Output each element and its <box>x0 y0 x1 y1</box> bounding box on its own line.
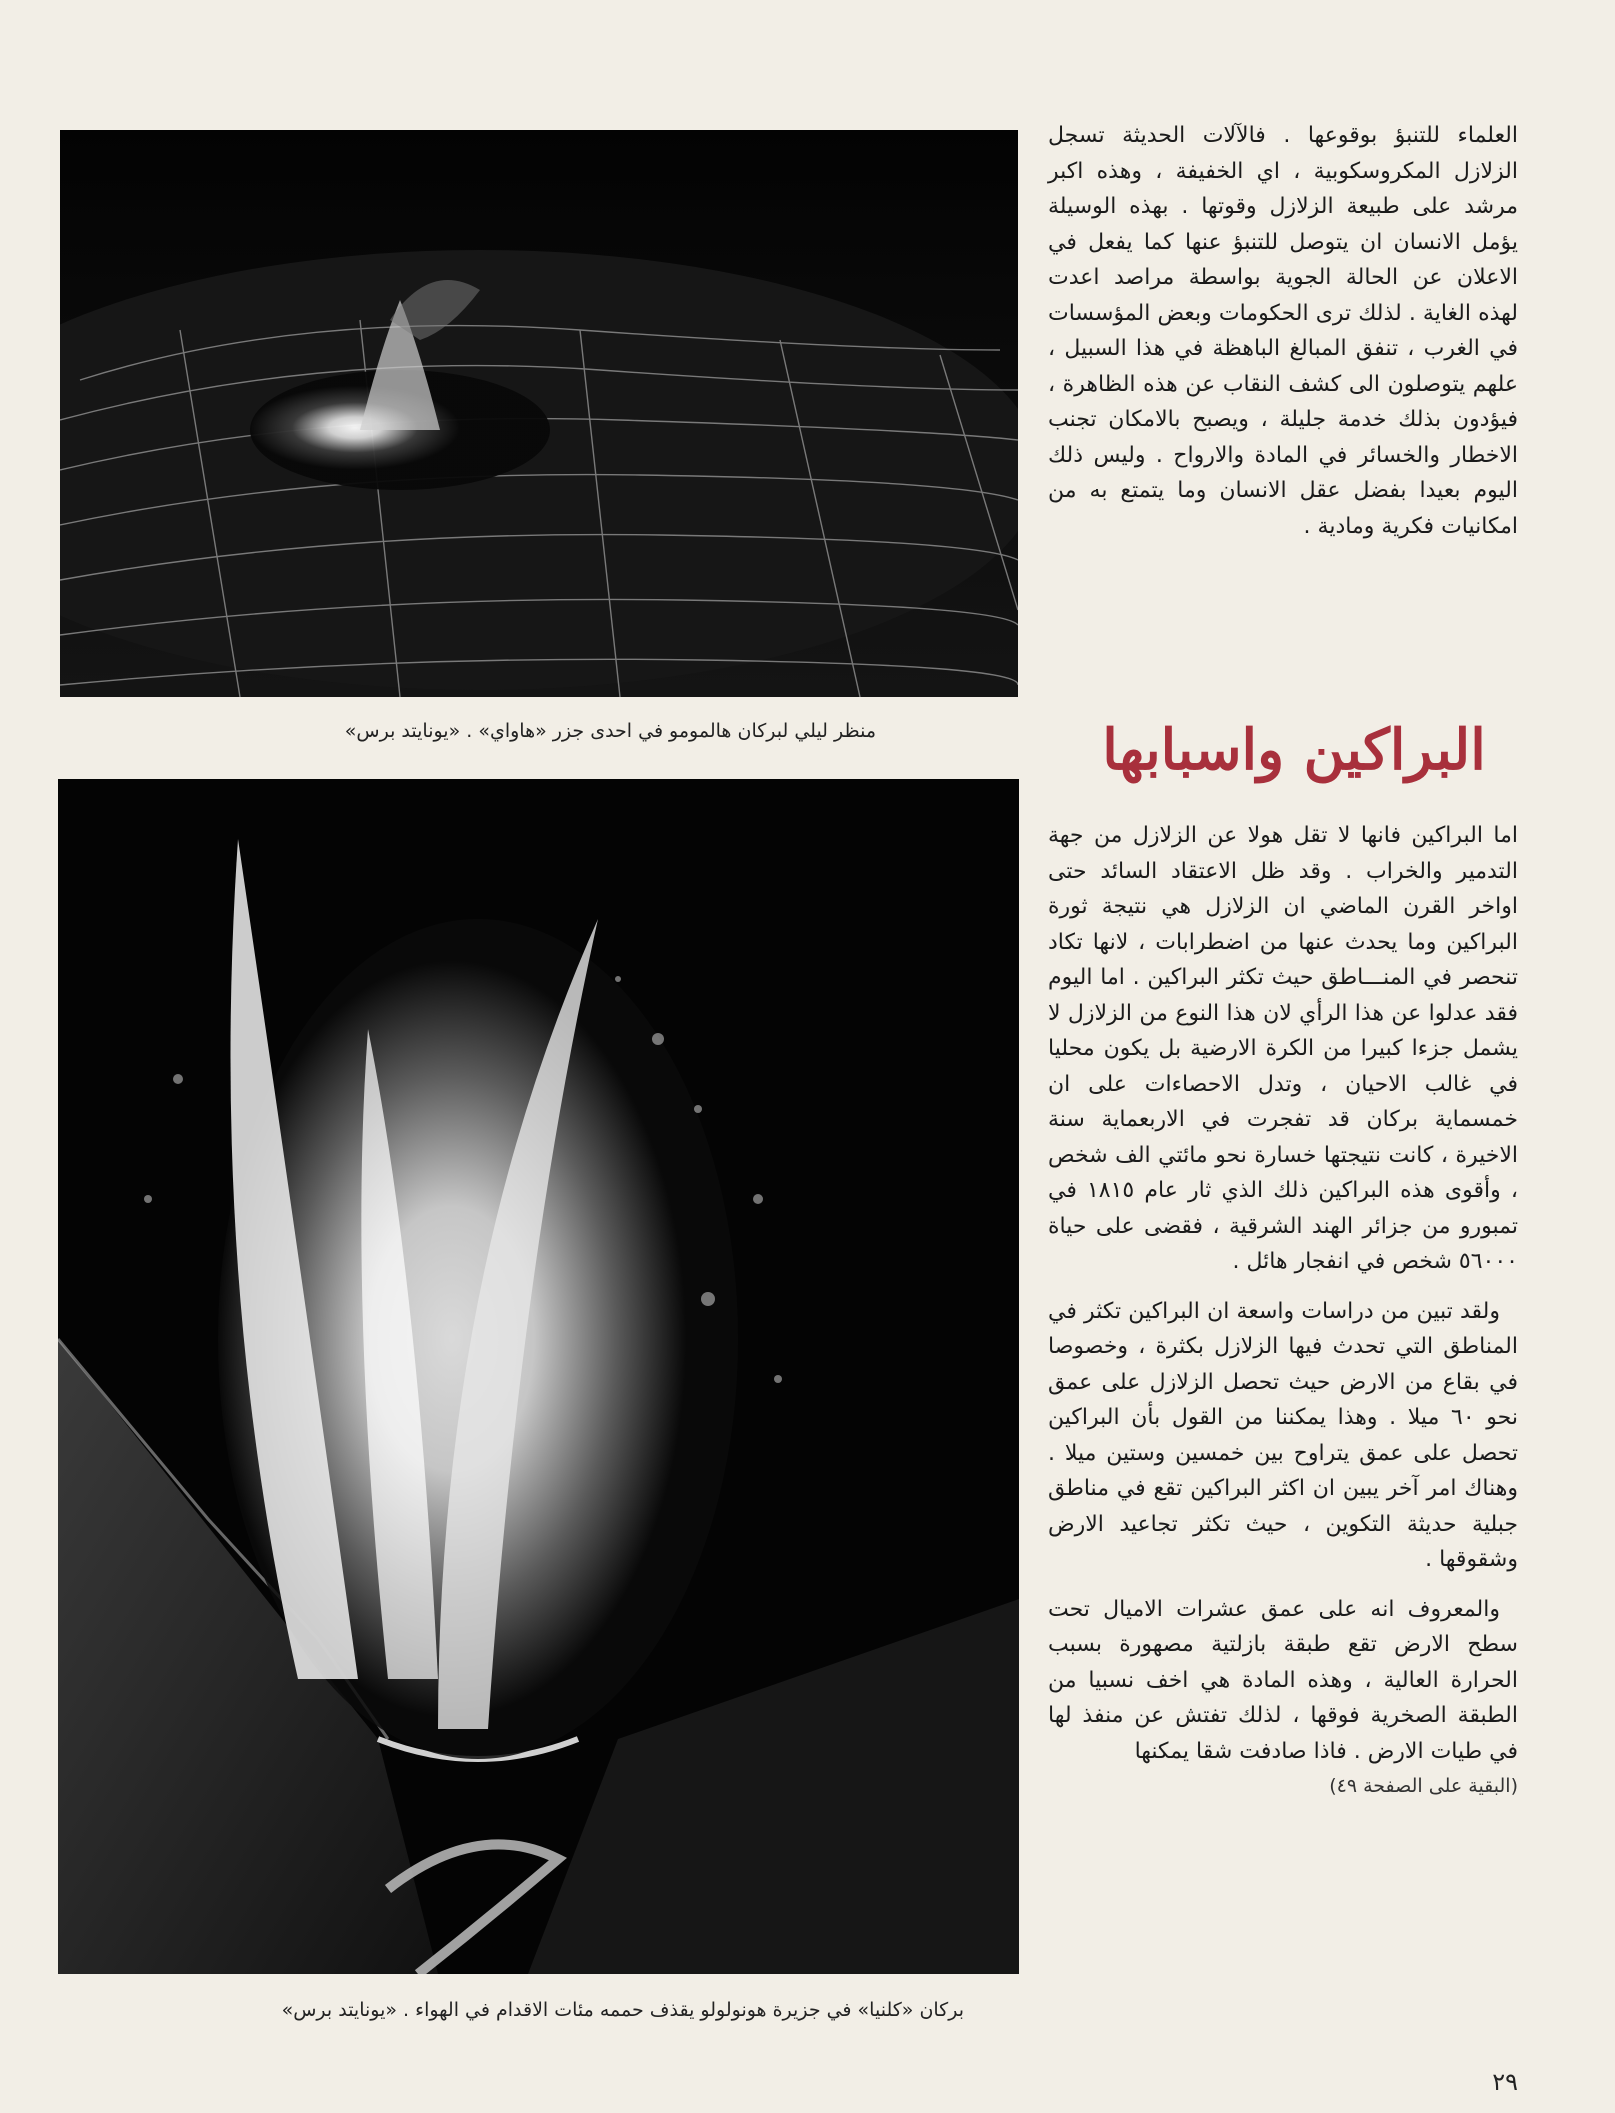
intro-text-column <box>1048 118 1518 678</box>
top-photo-caption: منظر ليلي لبركان هالمومو في احدى جزر «هاواي» . «يونايتد برس» <box>344 720 876 742</box>
page-number: ٢٩ <box>1492 2068 1518 2096</box>
volcano-section-text <box>1048 818 1518 2018</box>
section-heading: البراكين واسبابها <box>1102 717 1486 783</box>
intro-paragraph: العلماء للتنبؤ بوقوعها . فالآلات الحديثة تسجل الزلازل المكروسكوبية ، اي الخفيفة ، وهذه اكبر مرشد على طبيعة الزلازل وقوتها . بهذه الوسيلة يؤمل الانسان ان يتوصل للتنبؤ عنها كما يفعل في الاعلان عن الحالة الجوية بواسطة مراصد اعدت لهذه الغاية . لذلك ترى الحكومات وبعض المؤسسات في الغرب ، تنفق المبالغ الباهظة في هذا السبيل ، علهم يتوصلون الى كشف النقاب عن هذه الظاهرة ، فيؤدون بذلك خدمة جليلة ، ويصبح بالامكان تجنب الاخطار والخسائر في المادة والارواح . وليس ذلك اليوم بعيدا بفضل عقل الانسان وما يتمتع به من امكانيات فكرية ومادية . <box>1048 123 1518 539</box>
volcano-eruption-photo <box>58 779 1019 1974</box>
lava-lake-image <box>60 130 1018 697</box>
volcano-night-photo <box>60 130 1018 697</box>
paragraph-3: والمعروف انه على عمق عشرات الاميال تحت سطح الارض تقع طبقة بازلتية مصهورة بسبب الحرارة العالية ، وهذه المادة هي اخف نسبيا من الطبقة الصخرية فوقها ، لذلك تفتش عن منفذ لها في طيات الارض . فاذا صادفت شقا يمكنها <box>1048 1596 1518 1764</box>
bottom-photo-caption: بركان «كلنيا» في جزيرة هونولولو يقذف حممه مئات الاقدام في الهواء . «يونايتد برس» <box>281 1999 964 2021</box>
continued-note: (البقية على الصفحة ٤٩) <box>1329 1775 1518 1797</box>
paragraph-2: ولقد تبين من دراسات واسعة ان البراكين تكثر في المناطق التي تحدث فيها الزلازل بكثرة ، وخصوصا في بقاع من الارض حيث تحصل الزلازل على عمق نحو ٦٠ ميلا . وهذا يمكننا من القول بأن البراكين تحصل على عمق يتراوح بين خمسين وستين ميلا . وهناك امر آخر يبين ان اكثر البراكين تقع في مناطق جبلية حديثة التكوين ، حيث تكثر تجاعيد الارض وشقوقها . <box>1048 1298 1519 1572</box>
paragraph-1: اما البراكين فانها لا تقل هولا عن الزلازل من جهة التدمير والخراب . وقد ظل الاعتقاد السائد حتى اواخر القرن الماضي ان الزلازل هي نتيجة ثورة البراكين وما يحدث عنها من اضطرابات ، لانها تكاد تنحصر في المنـــاطق حيث تكثر البراكين . اما اليوم فقد عدلوا عن هذا الرأي لان هذا النوع من الزلازل لا يشمل جزءا كبيرا من الكرة الارضية بل يكون محليا في غالب الاحيان ، وتدل الاحصاءات على ان خمسماية بركان قد تفجرت في الاربعماية سنة الاخيرة ، كانت نتيجتها خسارة نحو مائتي الف شخص ، وأقوى هذه البراكين ذلك الذي ثار عام ١٨١٥ في تمبورو من جزائر الهند الشرقية ، فقضى على حياة ٥٦٠٠٠ شخص في انفجار هائل . <box>1048 823 1518 1274</box>
eruption-image <box>58 779 1019 1974</box>
